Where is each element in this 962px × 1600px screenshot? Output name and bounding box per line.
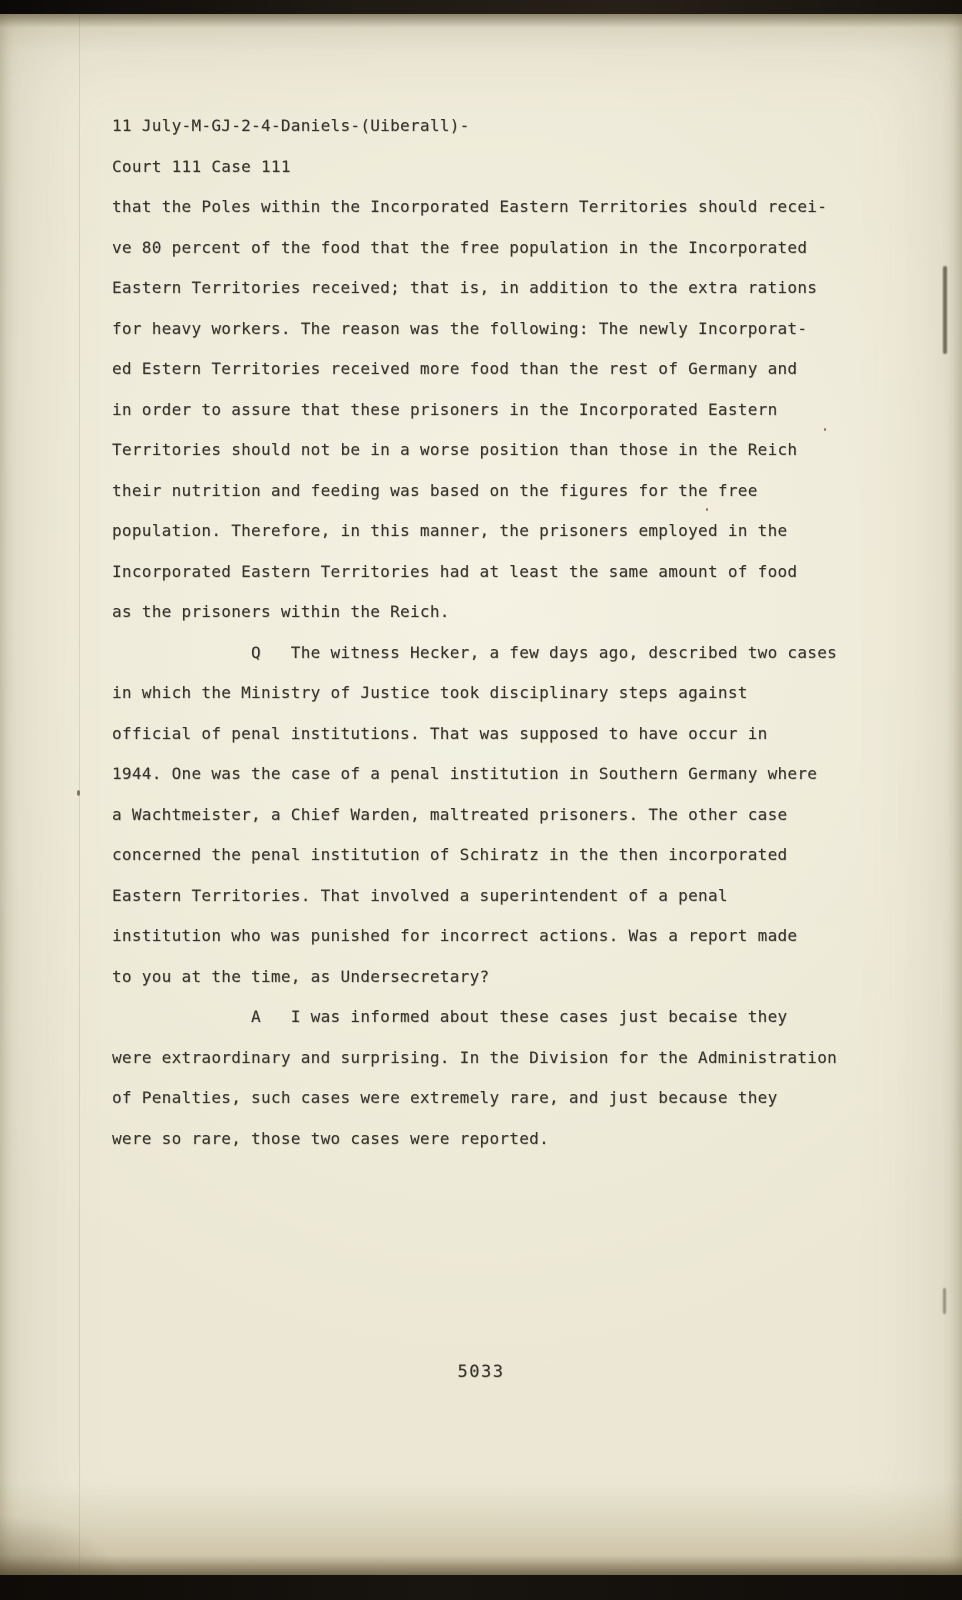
text-line: in which the Ministry of Justice took disciplinary steps against xyxy=(112,683,748,702)
text-line: institution who was punished for incorrect actions. Was a report made xyxy=(112,926,798,945)
text-line: ed Estern Territories received more food than the rest of Germany and xyxy=(112,359,798,378)
page-number: 5033 xyxy=(457,1362,505,1382)
text-line: Eastern Territories received; that is, in addition to the extra rations xyxy=(112,278,818,297)
scan-edge-bottom xyxy=(0,1575,962,1600)
text-line: were so rare, those two cases were reported. xyxy=(112,1128,550,1148)
text-line: that the Poles within the Incorporated Eastern Territories should recei- xyxy=(112,197,828,216)
text-line: ve 80 percent of the food that the free population in the Incorporated xyxy=(112,237,808,257)
scan-edge-top-shadow xyxy=(0,14,962,28)
text-line: for heavy workers. The reason was the following: The newly Incorporat- xyxy=(112,318,808,338)
scan-edge-top xyxy=(0,0,962,14)
text-line: their nutrition and feeding was based on the figures for the free xyxy=(112,480,758,500)
text-line: were extraordinary and surprising. In the Division for the Administration xyxy=(112,1047,838,1067)
text-line: Incorporated Eastern Territories had at least the same amount of food xyxy=(112,561,798,581)
text-line: Eastern Territories. That involved a superintendent of a penal xyxy=(112,885,728,905)
text-line: to you at the time, as Undersecretary? xyxy=(112,966,490,986)
text-line: population. Therefore, in this manner, the prisoners employed in the xyxy=(112,521,788,540)
scan-artifact-speck xyxy=(77,790,80,796)
text-line: a Wachtmeister, a Chief Warden, maltreated prisoners. The other case xyxy=(112,804,788,824)
text-line: 1944. One was the case of a penal institution in Southern Germany where xyxy=(112,764,818,783)
text-line: 11 July-M-GJ-2-4-Daniels-(Uiberall)- xyxy=(112,116,470,135)
text-line: as the prisoners within the Reich. xyxy=(112,602,450,621)
text-line: official of penal institutions. That was supposed to have occur in xyxy=(112,723,768,743)
scan-artifact-right-streak xyxy=(943,266,947,354)
scan-edge-bottom-shadow xyxy=(0,1555,962,1575)
text-line: in order to assure that these prisoners in the Incorporated Eastern xyxy=(112,399,778,419)
text-line: Territories should not be in a worse position than those in the Reich xyxy=(112,440,798,459)
page-text xyxy=(112,106,902,1159)
text-line: concerned the penal institution of Schiratz in the then incorporated xyxy=(112,845,788,864)
text-line: A I was informed about these cases just becaise they xyxy=(112,1007,788,1026)
scan-artifact-speck xyxy=(824,428,826,431)
text-line: of Penalties, such cases were extremely rare, and just because they xyxy=(112,1088,778,1107)
scan-artifact-right-dash xyxy=(943,1288,946,1314)
scan-artifact-speck xyxy=(706,508,708,511)
text-line: Q The witness Hecker, a few days ago, described two cases xyxy=(112,642,838,662)
text-line: Court 111 Case 111 xyxy=(112,156,291,176)
